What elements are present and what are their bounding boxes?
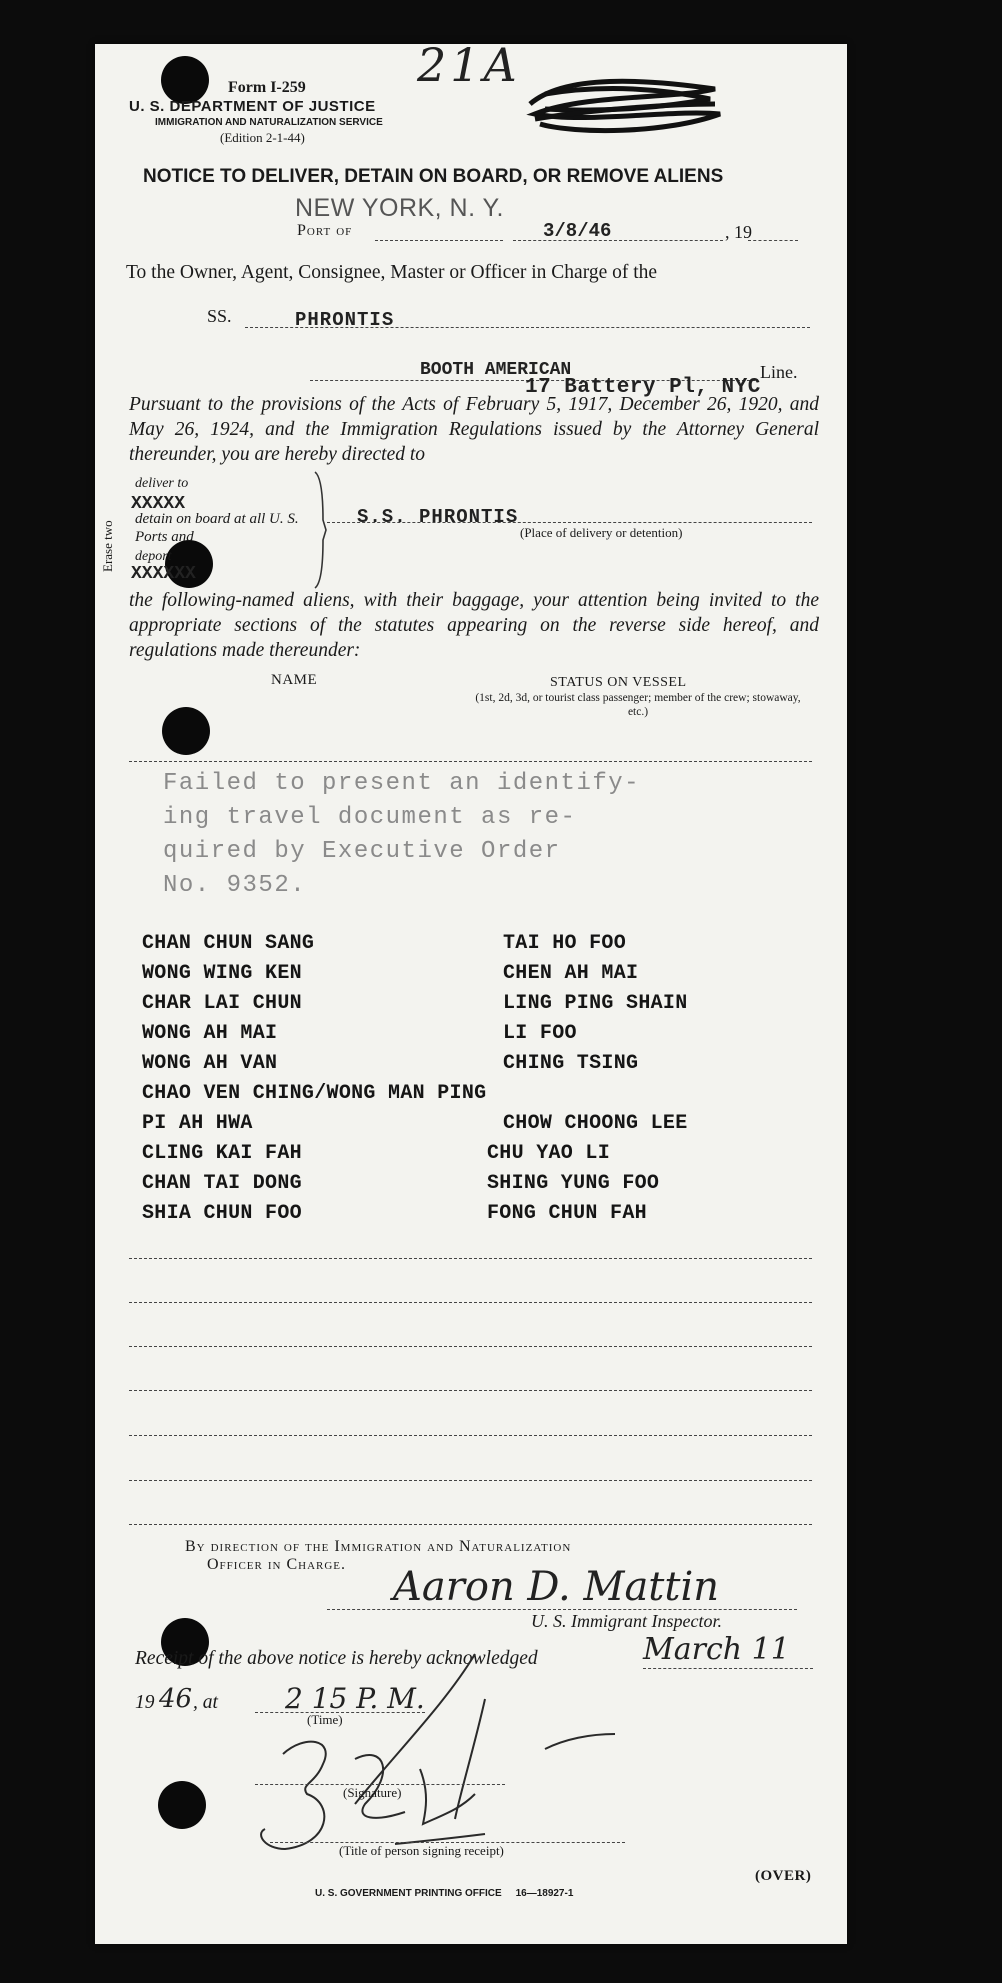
form-title: NOTICE TO DELIVER, DETAIN ON BOARD, OR REMOVE ALIENS	[143, 166, 724, 187]
paragraph-instructions: the following-named aliens, with their baggage, your attention being invited to the appropriate sections of the statutes appearing on the reverse side hereof, and regulations made thereunder:	[129, 590, 819, 661]
alien-name-right: CHING TSING	[503, 1052, 639, 1075]
option-bracket	[313, 470, 327, 590]
port-name-stamp: NEW YORK, N. Y.	[295, 194, 504, 222]
deport-option: deport	[135, 549, 172, 564]
erase-two-label: Erase two	[100, 520, 115, 572]
alien-name-right: FONG CHUN FAH	[487, 1202, 647, 1225]
paragraph-authority: Pursuant to the provisions of the Acts of February 5, 1917, December 26, 1920, and May 26, 1924, and the Immigration Regulations issued by the Attorney General thereunder, you are hereby directed to	[129, 394, 819, 465]
receipt-year: 46	[159, 1684, 193, 1714]
alien-name-right: CHU YAO LI	[487, 1142, 611, 1165]
name-column-header: NAME	[271, 672, 318, 688]
alien-name-right: TAI HO FOO	[503, 932, 627, 955]
alien-name-left: PI AH HWA	[142, 1112, 253, 1135]
punch-hole	[158, 1781, 206, 1829]
alien-name-left: CHAO VEN CHING/WONG MAN PING	[142, 1082, 487, 1105]
reason-line: Failed to present an identify-	[163, 770, 641, 797]
status-column-note: (1st, 2d, 3d, or tourist class passenger; member of the crew; stowaway, etc.)	[475, 692, 801, 718]
handwritten-file-number: 21A	[417, 38, 521, 92]
line-name: BOOTH AMERICAN	[420, 360, 572, 380]
alien-name-left: CHAN TAI DONG	[142, 1172, 302, 1195]
printer-imprint: U. S. GOVERNMENT PRINTING OFFICE 16—18927-1	[315, 1888, 574, 1899]
place-caption: (Place of delivery or detention)	[520, 525, 683, 540]
over-label: (OVER)	[755, 1868, 812, 1884]
alien-name-left: WONG WING KEN	[142, 962, 302, 985]
direction-line: By direction of the Immigration and Naturalization	[185, 1538, 572, 1555]
ss-label: SS.	[207, 306, 232, 326]
alien-name-right: LI FOO	[503, 1022, 577, 1045]
punch-hole	[162, 707, 210, 755]
signature-caption: (Signature)	[343, 1785, 402, 1800]
edition: (Edition 2-1-44)	[220, 130, 305, 145]
deport-option-strike: XXXXXX	[131, 564, 196, 584]
alien-name-left: CHAR LAI CHUN	[142, 992, 302, 1015]
line-label: Line.	[760, 362, 798, 382]
port-label: Port of	[297, 222, 353, 239]
reason-line: No. 9352.	[163, 872, 307, 899]
alien-name-left: SHIA CHUN FOO	[142, 1202, 302, 1225]
receipt-signature-scrawl	[245, 1644, 715, 1874]
status-column-header: STATUS ON VESSEL	[550, 675, 687, 690]
line-address: 17 Battery Pl, NYC	[525, 376, 761, 399]
alien-name-left: CLING KAI FAH	[142, 1142, 302, 1165]
inspector-title: U. S. Immigrant Inspector.	[531, 1611, 722, 1631]
receipt-at-label: , at	[193, 1692, 218, 1713]
alien-name-left: CHAN CHUN SANG	[142, 932, 315, 955]
year-label: , 19	[725, 222, 752, 242]
receipt-year-prefix: 19	[135, 1692, 155, 1713]
direction-line-officer: Officer in Charge.	[207, 1556, 347, 1573]
deliver-option: deliver to	[135, 476, 189, 491]
department-name: U. S. DEPARTMENT OF JUSTICE	[129, 98, 376, 115]
deliver-option-strike: XXXXX	[131, 494, 186, 514]
time-caption: (Time)	[307, 1712, 343, 1727]
alien-name-right: CHOW CHOONG LEE	[503, 1112, 688, 1135]
addressee-line: To the Owner, Agent, Consignee, Master or Officer in Charge of the	[126, 262, 658, 283]
detain-option: detain on board at all U. S. Ports and	[135, 511, 299, 545]
place-of-detention: S.S. PHRONTIS	[357, 506, 519, 528]
scribbled-out-region	[525, 64, 725, 144]
alien-name-left: WONG AH VAN	[142, 1052, 278, 1075]
alien-name-right: LING PING SHAIN	[503, 992, 688, 1015]
service-name: IMMIGRATION AND NATURALIZATION SERVICE	[155, 117, 383, 128]
form-number: Form I-259	[228, 79, 306, 96]
reason-line: ing travel document as re-	[163, 804, 577, 831]
alien-name-left: WONG AH MAI	[142, 1022, 278, 1045]
form-sheet	[95, 38, 847, 1944]
alien-name-right: SHING YUNG FOO	[487, 1172, 660, 1195]
receipt-text: Receipt of the above notice is hereby acknowledged	[135, 1648, 538, 1669]
port-date: 3/8/46	[543, 220, 612, 242]
reason-line: quired by Executive Order	[163, 838, 561, 865]
inspector-signature: Aaron D. Mattin	[393, 1564, 719, 1610]
punch-hole	[161, 56, 209, 104]
receipt-date: March 11	[643, 1632, 790, 1667]
receipt-time: 2 15 P. M.	[285, 1682, 425, 1715]
ship-name: PHRONTIS	[295, 309, 395, 331]
title-caption: (Title of person signing receipt)	[339, 1843, 504, 1858]
alien-name-right: CHEN AH MAI	[503, 962, 639, 985]
